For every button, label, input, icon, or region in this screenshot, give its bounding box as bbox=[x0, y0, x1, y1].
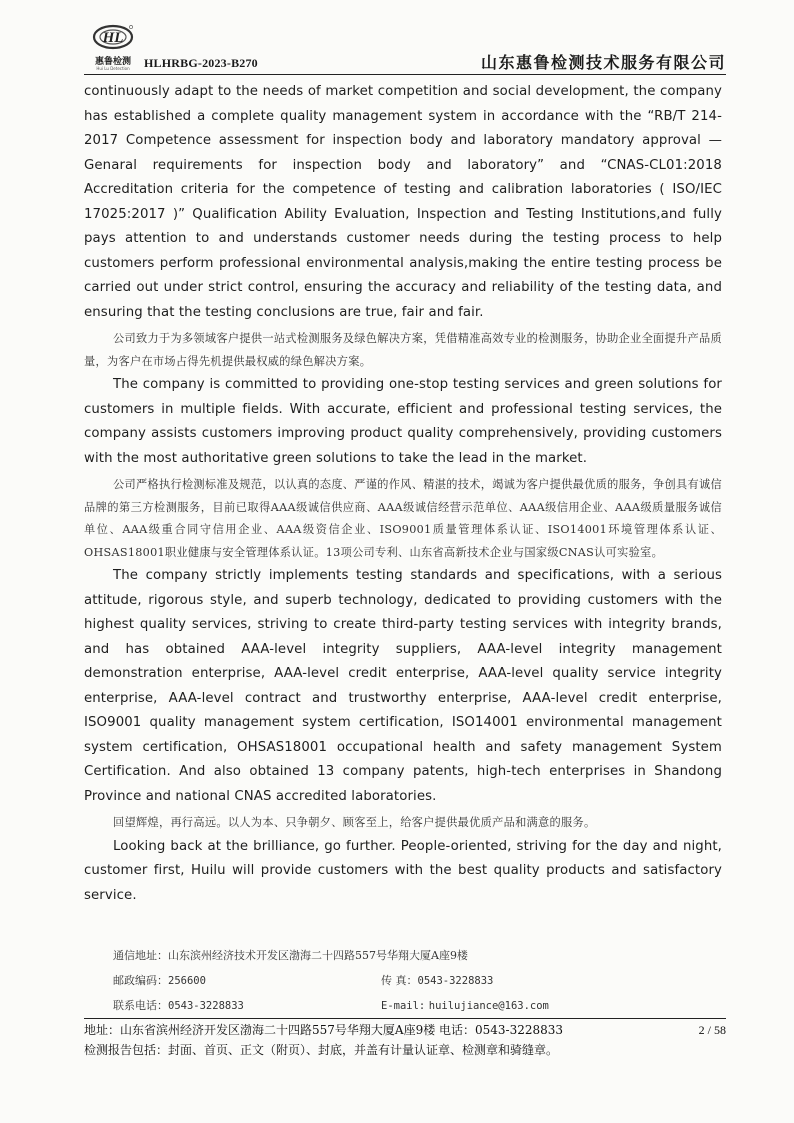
email-value[interactable]: huilujiance@163.com bbox=[428, 1000, 549, 1012]
company-name: 山东惠鲁检测技术服务有限公司 bbox=[480, 53, 726, 72]
contact-address-row bbox=[113, 945, 673, 970]
paragraph-certifications-cn: 公司严格执行检测标准及规范，以认真的态度、严谨的作风、精湛的技术，竭诚为客户提供最优质的服务，争创具有诚信品牌的第三方检测服务，目前已取得AAA级诚信供应商、AAA级诚信经营示范单位、AAA级信用企业、AAA级质量服务诚信单位、AAA级重合同守信用企业、AAA级资信企业、ISO9001质量管理体系认证、ISO14001环境管理体系认证、OHSAS18001职业健康与安全管理体系认证。13项公司专利、山东省高新技术企业与国家级CNAS认可实验室。 bbox=[84, 478, 722, 559]
logo-emblem-icon bbox=[92, 24, 134, 50]
footer-divider bbox=[84, 1018, 726, 1019]
svg-text:HL: HL bbox=[102, 30, 124, 46]
phone-value: 0543-3228833 bbox=[168, 1000, 244, 1012]
footer-address-line: 地址：山东省滨州经济开发区渤海二十四路557号华翔大厦A座9楼 电话：0543-3228833 bbox=[84, 1023, 564, 1037]
page-footer bbox=[84, 1020, 726, 1060]
paragraph-outlook-en: Looking back at the brilliance, go further. People-oriented, striving for the day and night, customer first, Huilu will provide customers with the best quality products and satisfactory service. bbox=[84, 838, 722, 903]
paragraph-certifications-en: The company strictly implements testing standards and specifications, with a serious attitude, rigorous style, and superb technology, dedicated to providing customers with the highest quality services, striving to create third-party testing services with integrity brands, and has obtained AAA-level integrity suppliers, AAA-level integrity management demonstration enterprise, AAA-level credit enterprise, AAA-level quality service integrity enterprise, AAA-level contract and trustworthy enterprise, AAA-level credit enterprise, ISO9001 quality management system certification, ISO14001 environmental management system certification, OHSAS18001 occupational health and safety management System Certification. And also obtained 13 company patents, high-tech enterprises in Shandong Province and national CNAS accredited laboratories. bbox=[84, 568, 722, 804]
email-label: E-mail: bbox=[381, 1000, 426, 1012]
fax-value: 0543-3228833 bbox=[417, 975, 494, 987]
paragraph-commitment-en: The company is committed to providing one-stop testing services and green solutions for customers in multiple fields. With accurate, efficient and professional testing services, the company assists customers improving product quality comprehensively, providing customers with the most authoritative green solutions to take the lead in the market. bbox=[84, 377, 722, 466]
header-divider bbox=[84, 74, 726, 75]
logo-chinese-text: 惠鲁检测 bbox=[94, 57, 131, 67]
address-label: 通信地址： bbox=[113, 949, 168, 962]
postcode-value: 256600 bbox=[168, 975, 206, 987]
paragraph-quality-system-en: continuously adapt to the needs of market competition and social development, the company has established a complete quality management system in accordance with the “RB/T 214-2017 Competence assessment for inspection body and laboratory mandatory approval — Genaral requirements for inspection body and laboratory” and “CNAS-CL01:2018 Accreditation criteria for the competence of testing and calibration laboratories ( ISO/IEC 17025:2017 )” Qualification Ability Evaluation, Inspection and Testing Institutions,and fully pays attention to and understands customer needs during the testing process to help customers perform professional environmental analysis,making the entire testing process be carried out under strict control, ensuring the accuracy and reliability of the testing data, and ensuring that the testing conclusions are true, fair and fair. bbox=[84, 84, 722, 320]
contact-postcode-fax-row bbox=[113, 970, 673, 995]
fax-label: 传 真： bbox=[381, 974, 418, 987]
paragraph-outlook-cn: 回望辉煌，再行高远。以人为本、只争朝夕、顾客至上，给客户提供最优质产品和满意的服务。 bbox=[113, 816, 596, 829]
document-body bbox=[84, 80, 722, 908]
phone-label: 联系电话： bbox=[113, 999, 168, 1012]
page-header bbox=[84, 20, 726, 75]
company-logo bbox=[84, 24, 142, 70]
footer-report-note: 检测报告包括：封面、首页、正文（附页）、封底，并盖有计量认证章、检测章和骑缝章。 bbox=[84, 1043, 559, 1057]
address-value: 山东滨州经济技术开发区渤海二十四路557号华翔大厦A座9楼 bbox=[168, 949, 468, 962]
report-number: HLHRBG-2023-B270 bbox=[144, 56, 258, 70]
postcode-label: 邮政编码： bbox=[113, 974, 168, 987]
contact-block bbox=[113, 945, 673, 1020]
paragraph-commitment-cn: 公司致力于为多领域客户提供一站式检测服务及绿色解决方案，凭借精准高效专业的检测服务，协助企业全面提升产品质量，为客户在市场占得先机提供最权威的绿色解决方案。 bbox=[84, 332, 722, 368]
logo-english-text: Hui Lu Detection bbox=[96, 66, 130, 71]
page-number: 2 / 58 bbox=[698, 1023, 726, 1037]
contact-phone-email-row bbox=[113, 995, 673, 1020]
